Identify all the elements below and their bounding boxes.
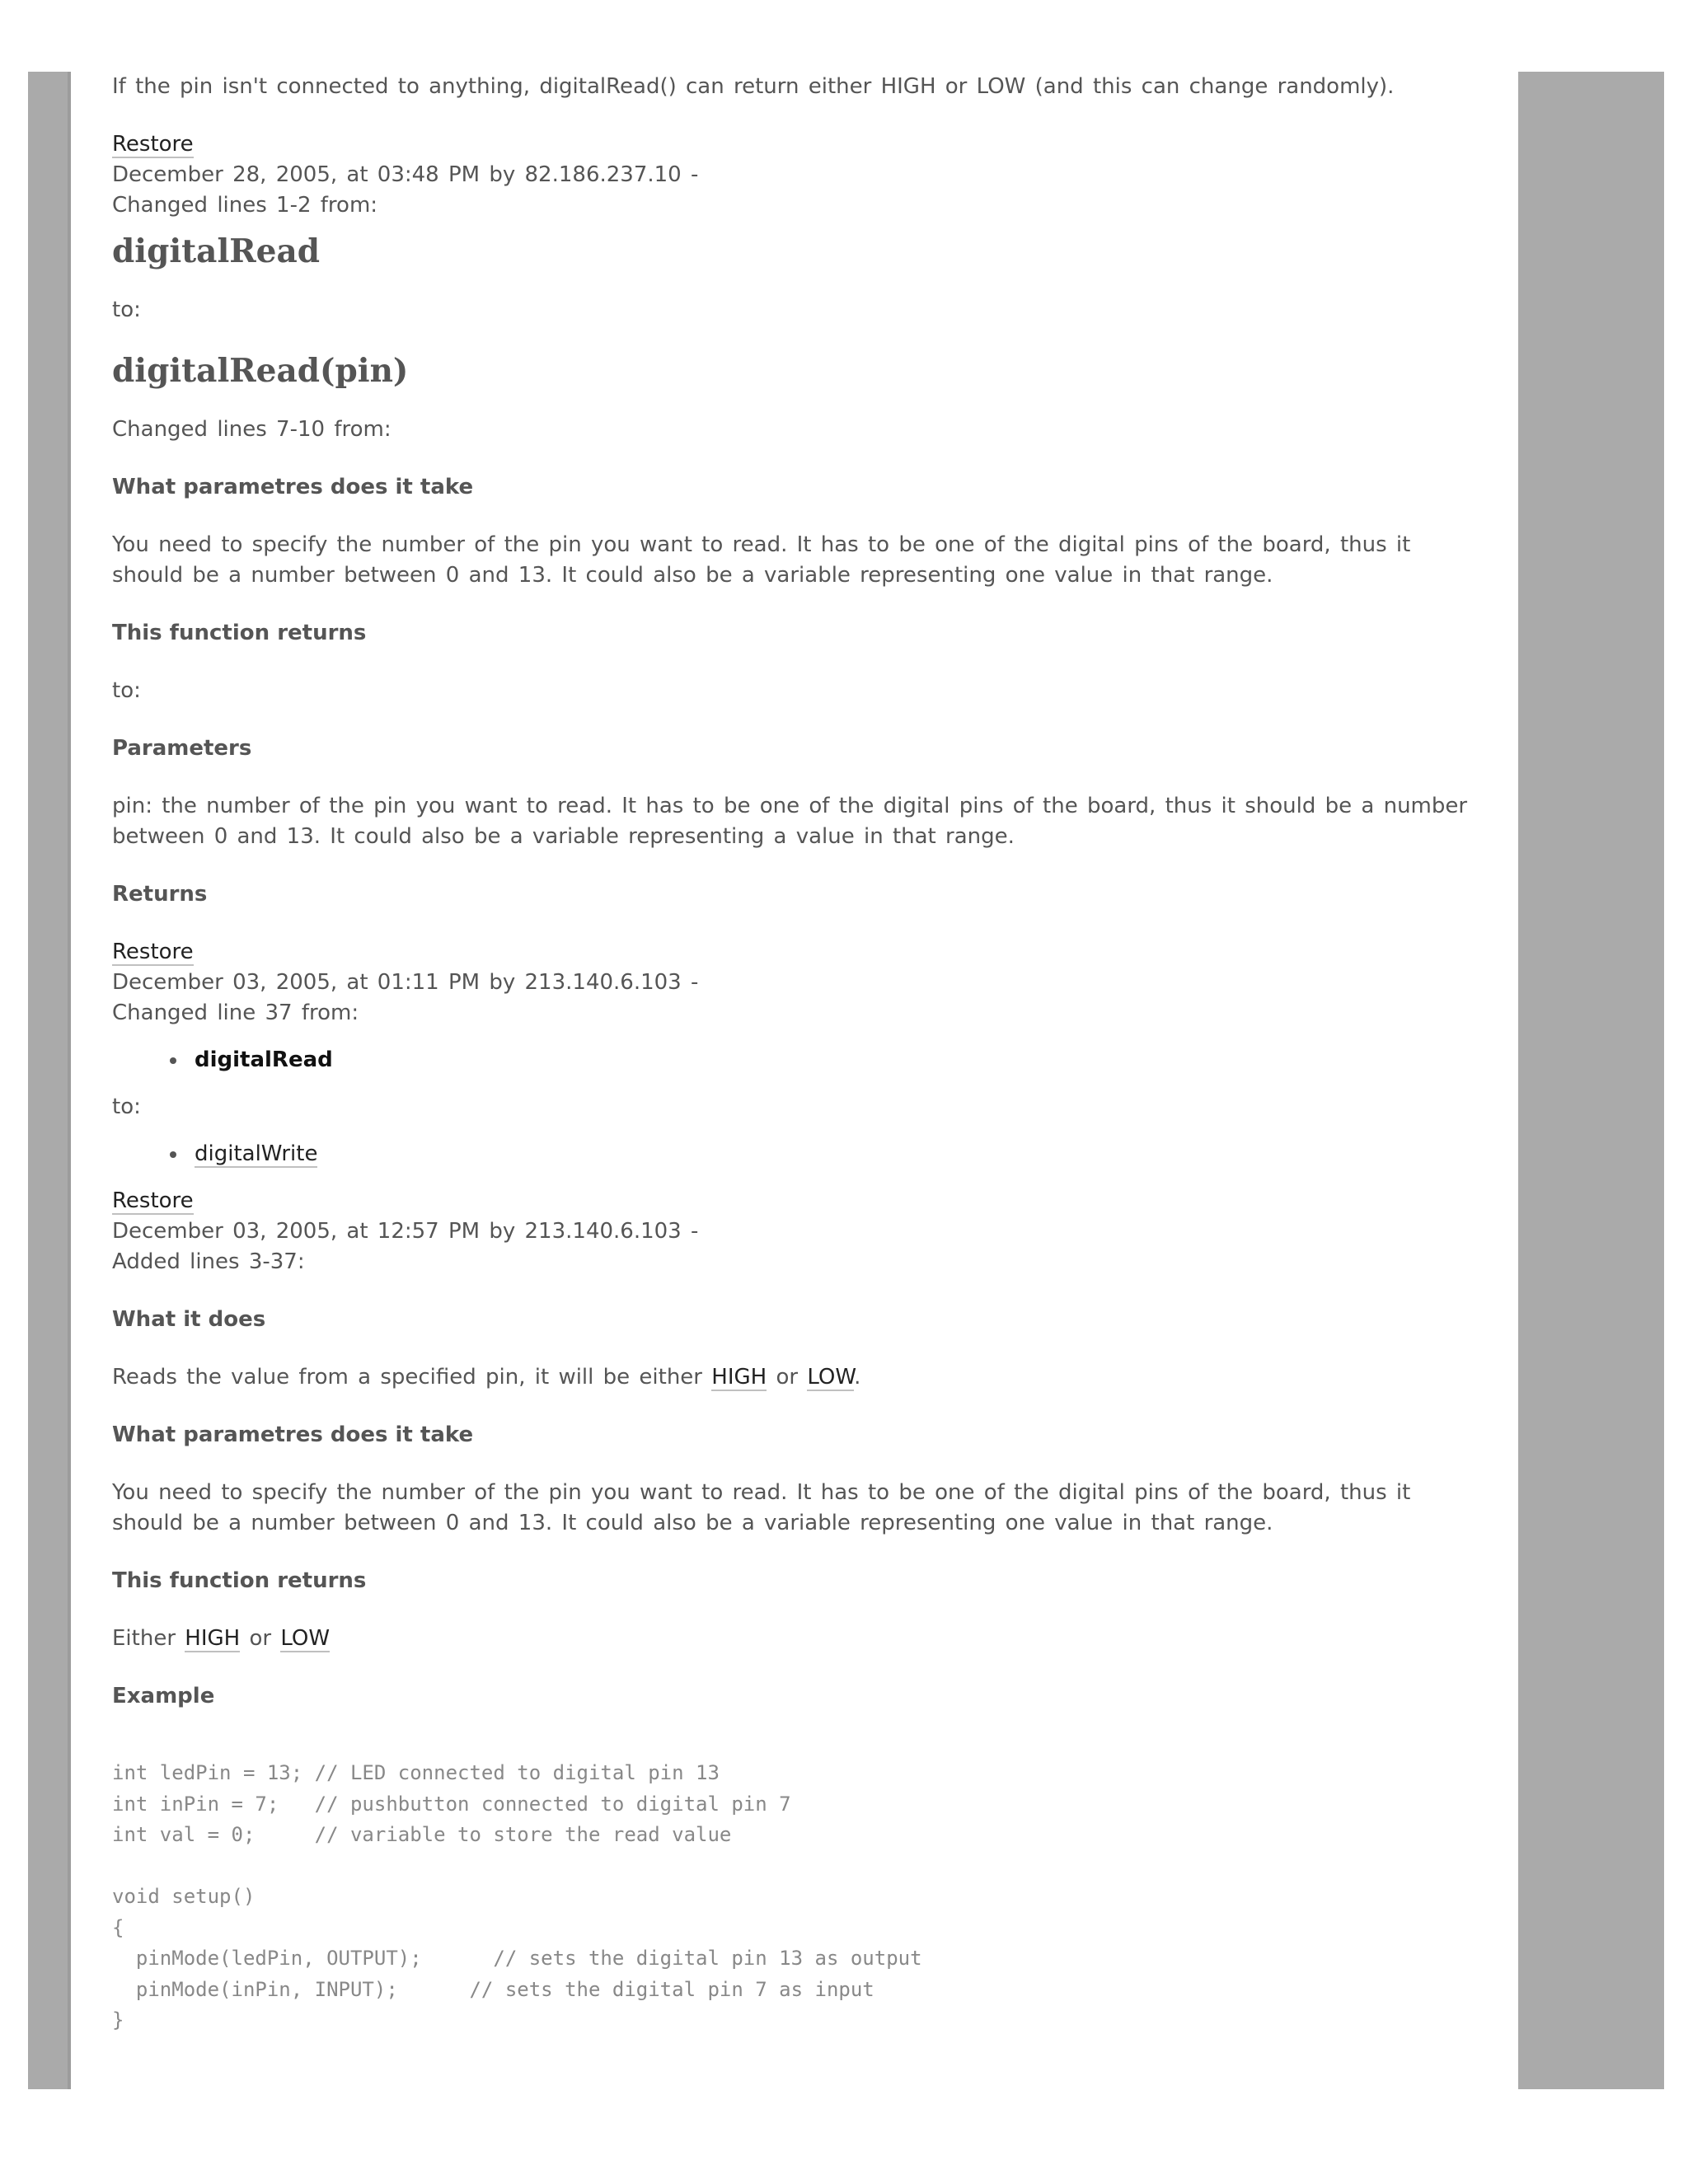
restore-link[interactable]: Restore xyxy=(112,132,194,157)
low-link[interactable]: LOW xyxy=(807,1365,855,1390)
section-heading: Example xyxy=(112,1684,215,1708)
list-item xyxy=(195,1045,1472,1076)
paragraph: pin: the number of the pin you want to read. It has to be one of the digital pins of the board, thus it should be a number between 0 and 13. It could also be a variable representing a value in that range. xyxy=(112,794,1468,849)
text: Either xyxy=(112,1626,185,1651)
paragraph: You need to specify the number of the pin you want to read. It has to be one of the digital pins of the board, thus it should be a number between 0 and 13. It could also be a variable representing one value in that range. xyxy=(112,532,1411,588)
text: or xyxy=(240,1626,281,1651)
text: Reads the value from a specified pin, it will be either xyxy=(112,1365,712,1390)
new-heading: digitalRead(pin) xyxy=(112,352,409,390)
change-summary: Added lines 3-37: xyxy=(112,1249,305,1274)
left-margin-bar xyxy=(28,72,71,2089)
high-link[interactable]: HIGH xyxy=(185,1626,241,1651)
section-heading: What parametres does it take xyxy=(112,1422,474,1447)
text: or xyxy=(767,1365,808,1390)
old-heading: digitalRead xyxy=(112,232,321,270)
high-link[interactable]: HIGH xyxy=(711,1365,767,1390)
digitalwrite-link[interactable]: digitalWrite xyxy=(195,1141,318,1166)
change-summary: Changed lines 7-10 from: xyxy=(112,417,392,442)
revision-meta: December 03, 2005, at 01:11 PM by 213.140.6.103 - xyxy=(112,970,699,995)
list-item xyxy=(195,1139,1472,1169)
low-link[interactable]: LOW xyxy=(280,1626,331,1651)
revision-meta: December 03, 2005, at 12:57 PM by 213.140.6.103 - xyxy=(112,1219,699,1244)
revision-meta: December 28, 2005, at 03:48 PM by 82.186.237.10 - xyxy=(112,162,699,187)
revision-entry xyxy=(112,937,1472,1029)
old-list xyxy=(112,1045,1472,1076)
change-summary: Changed line 37 from: xyxy=(112,1001,359,1025)
top-note: If the pin isn't connected to anything, digitalRead() can return either HIGH or LOW (and this can change randomly). xyxy=(112,74,1395,99)
code-example: int ledPin = 13; // LED connected to digital pin 13 int inPin = 7; // pushbutton connected to digital pin 7 int val = 0; // variable to store the read value void setup() { pinMode(ledPin, OUTPUT); // sets the digital pin 13 as output pinMode(inPin, INPUT); // sets the digital pin 7 as input } xyxy=(112,1761,922,2032)
list-item-text: digitalRead xyxy=(195,1047,333,1072)
paragraph: You need to specify the number of the pin you want to read. It has to be one of the digital pins of the board, thus it should be a number between 0 and 13. It could also be a variable representing one value in that range. xyxy=(112,1480,1411,1535)
restore-link[interactable]: Restore xyxy=(112,940,194,964)
to-label: to: xyxy=(112,678,141,703)
revision-entry xyxy=(112,1186,1472,1277)
to-label: to: xyxy=(112,1094,141,1119)
to-label: to: xyxy=(112,298,141,322)
paragraph xyxy=(112,1624,1472,1654)
section-heading: Parameters xyxy=(112,736,252,761)
revision-entry xyxy=(112,129,1472,221)
text: . xyxy=(854,1365,861,1390)
section-heading: Returns xyxy=(112,882,208,907)
right-margin-bar xyxy=(1518,72,1664,2089)
section-heading: This function returns xyxy=(112,1568,367,1593)
section-heading: What parametres does it take xyxy=(112,475,474,499)
revision-history xyxy=(112,72,1472,2036)
restore-link[interactable]: Restore xyxy=(112,1188,194,1213)
paragraph xyxy=(112,1362,1472,1393)
section-heading: This function returns xyxy=(112,621,367,645)
change-summary: Changed lines 1-2 from: xyxy=(112,193,378,218)
section-heading: What it does xyxy=(112,1307,266,1332)
new-list xyxy=(112,1139,1472,1169)
